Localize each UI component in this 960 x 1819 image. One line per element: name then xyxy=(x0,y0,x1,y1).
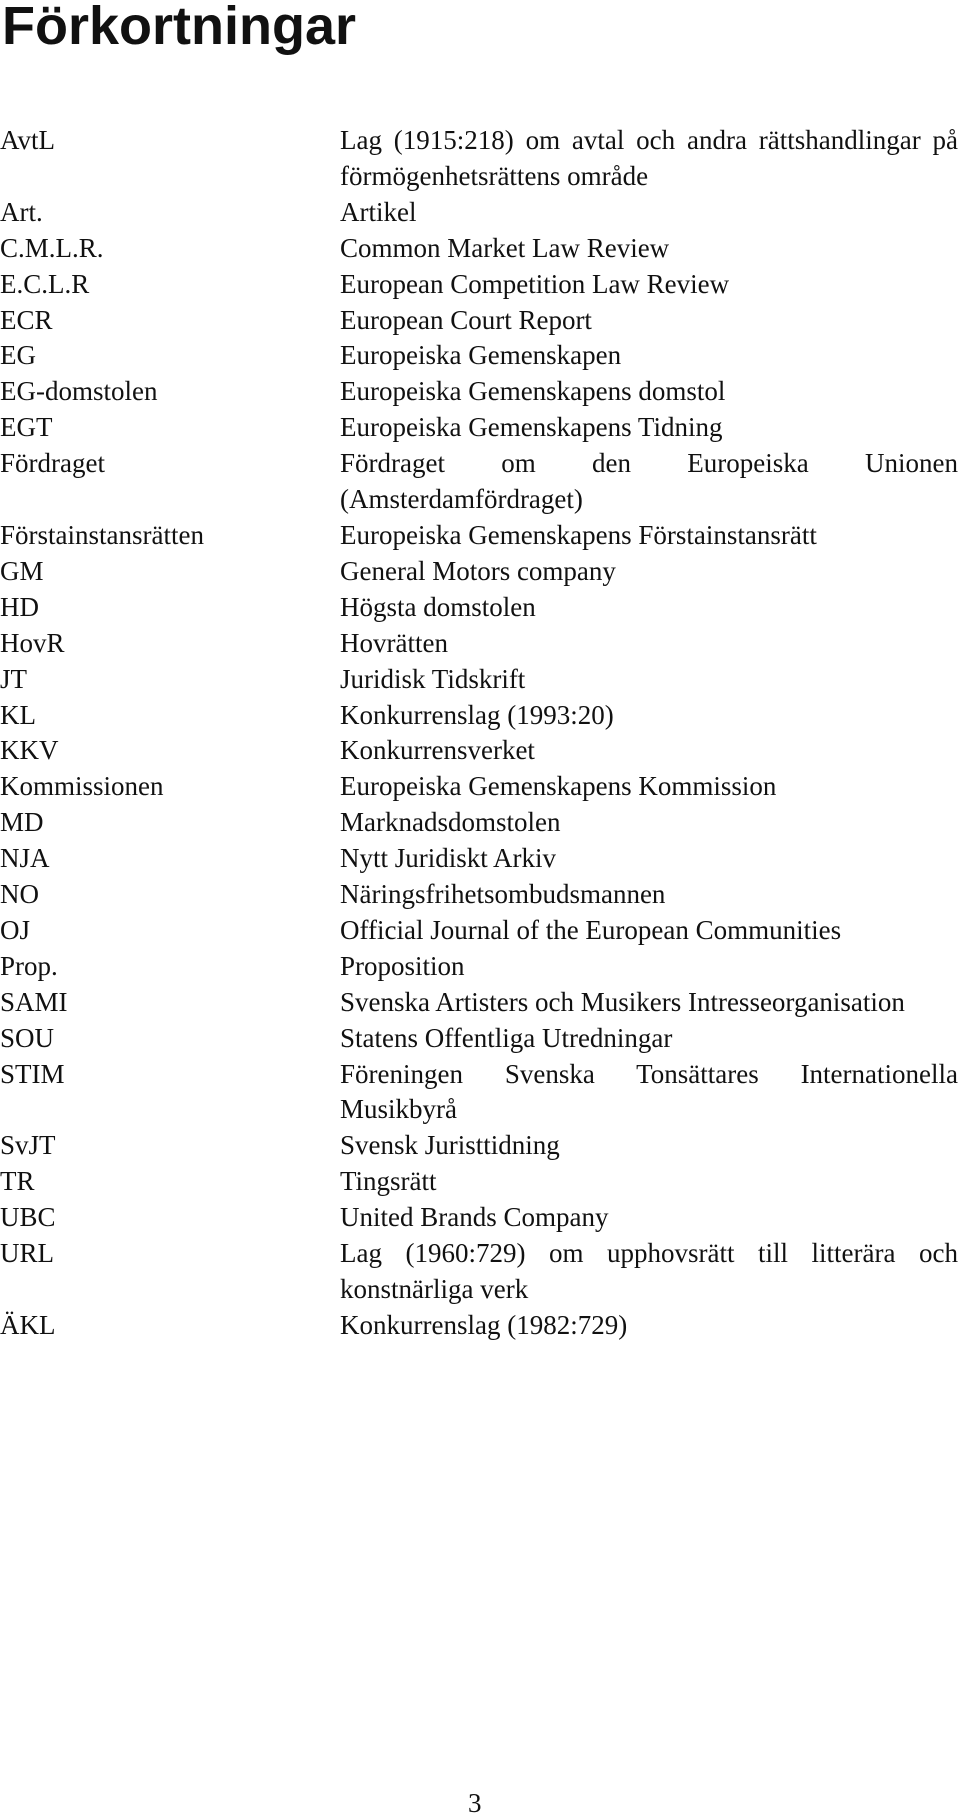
abbreviation-entry xyxy=(0,949,958,985)
abbreviation-entry xyxy=(0,446,958,518)
abbreviation-definition: Europeiska Gemenskapen xyxy=(340,340,622,371)
abbreviation-entry xyxy=(0,913,958,949)
abbreviation-definition: Konkurrenslag (1993:20) xyxy=(340,699,614,730)
abbreviation-entry xyxy=(0,123,958,195)
abbreviation-term: STIM xyxy=(0,1058,65,1089)
abbreviation-definition: Europeiska Gemenskapens Kommission xyxy=(340,771,777,802)
abbreviation-list xyxy=(0,123,958,1344)
abbreviation-entry xyxy=(0,1236,958,1308)
abbreviation-definition: Lag (1915:218) om avtal och andra rättshandlingar på förmögenhetsrättens område xyxy=(340,125,958,191)
abbreviation-entry xyxy=(0,626,958,662)
page-number: 3 xyxy=(468,1788,482,1818)
abbreviation-entry xyxy=(0,590,958,626)
abbreviation-definition: European Competition Law Review xyxy=(340,268,730,299)
abbreviation-entry xyxy=(0,805,958,841)
abbreviation-entry xyxy=(0,1128,958,1164)
abbreviation-entry xyxy=(0,518,958,554)
abbreviation-entry xyxy=(0,195,958,231)
abbreviation-term: EGT xyxy=(0,412,53,443)
abbreviation-definition: Marknadsdomstolen xyxy=(340,807,561,838)
abbreviation-term: ECR xyxy=(0,304,53,335)
abbreviation-definition: Artikel xyxy=(340,196,417,227)
abbreviation-definition: Svenska Artisters och Musikers Intresseorganisation xyxy=(340,986,905,1017)
abbreviation-entry xyxy=(0,338,958,374)
abbreviation-definition: Konkurrenslag (1982:729) xyxy=(340,1309,628,1340)
abbreviation-definition: Konkurrensverket xyxy=(340,735,535,766)
abbreviation-definition: Lag (1960:729) om upphovsrätt till litterära och konstnärliga verk xyxy=(340,1238,958,1304)
abbreviation-definition: General Motors company xyxy=(340,555,616,586)
abbreviation-term: URL xyxy=(0,1238,54,1269)
abbreviation-definition: United Brands Company xyxy=(340,1202,609,1233)
abbreviation-term: GM xyxy=(0,555,44,586)
abbreviation-definition: Nytt Juridiskt Arkiv xyxy=(340,843,557,874)
abbreviation-definition: Proposition xyxy=(340,950,465,981)
abbreviation-definition: Common Market Law Review xyxy=(340,232,670,263)
abbreviation-entry xyxy=(0,554,958,590)
abbreviation-entry xyxy=(0,231,958,267)
abbreviation-term: KL xyxy=(0,699,36,730)
abbreviation-definition: Näringsfrihetsombudsmannen xyxy=(340,879,666,910)
abbreviation-term: EG-domstolen xyxy=(0,376,158,407)
abbreviation-entry xyxy=(0,1164,958,1200)
abbreviation-definition: Föreningen Svenska Tonsättares Internationella Musikbyrå xyxy=(340,1058,958,1125)
abbreviation-definition: Högsta domstolen xyxy=(340,591,536,622)
abbreviation-entry xyxy=(0,1021,958,1057)
abbreviation-term: SAMI xyxy=(0,986,68,1017)
abbreviation-term: HD xyxy=(0,591,39,622)
abbreviation-term: OJ xyxy=(0,914,31,945)
abbreviation-term: C.M.L.R. xyxy=(0,232,104,263)
abbreviation-term: Kommissionen xyxy=(0,771,164,802)
abbreviation-entry xyxy=(0,985,958,1021)
abbreviation-entry xyxy=(0,841,958,877)
abbreviation-term: HovR xyxy=(0,627,65,658)
abbreviation-term: EG xyxy=(0,340,36,371)
abbreviation-term: MD xyxy=(0,807,44,838)
abbreviation-term: SvJT xyxy=(0,1130,56,1161)
abbreviation-entry xyxy=(0,303,958,339)
abbreviation-entry xyxy=(0,1057,958,1129)
abbreviation-term: JT xyxy=(0,663,27,694)
abbreviation-definition: Statens Offentliga Utredningar xyxy=(340,1022,673,1053)
abbreviation-definition: Fördraget om den Europeiska Unionen (Amsterdamfördraget) xyxy=(340,448,958,515)
abbreviation-entry xyxy=(0,698,958,734)
abbreviation-term: Förstainstansrätten xyxy=(0,519,204,550)
abbreviation-term: NJA xyxy=(0,843,50,874)
abbreviation-definition: Europeiska Gemenskapens domstol xyxy=(340,376,726,407)
page-title: Förkortningar xyxy=(2,0,357,56)
abbreviation-definition: Tingsrätt xyxy=(340,1166,437,1197)
abbreviation-definition: Europeiska Gemenskapens Tidning xyxy=(340,412,723,443)
abbreviation-entry xyxy=(0,662,958,698)
abbreviation-entry xyxy=(0,267,958,303)
abbreviation-entry xyxy=(0,1308,958,1344)
abbreviation-term: UBC xyxy=(0,1202,56,1233)
abbreviation-term: ÄKL xyxy=(0,1309,56,1340)
abbreviation-term: AvtL xyxy=(0,125,55,155)
abbreviation-definition: European Court Report xyxy=(340,304,592,335)
abbreviation-entry xyxy=(0,769,958,805)
abbreviation-term: E.C.L.R xyxy=(0,268,90,299)
abbreviation-definition: Official Journal of the European Communities xyxy=(340,914,842,945)
abbreviation-entry xyxy=(0,1200,958,1236)
abbreviation-term: SOU xyxy=(0,1022,55,1053)
abbreviation-entry xyxy=(0,733,958,769)
abbreviation-term: Fördraget xyxy=(0,448,105,479)
abbreviation-term: NO xyxy=(0,879,39,910)
abbreviation-entry xyxy=(0,877,958,913)
abbreviation-entry xyxy=(0,374,958,410)
abbreviation-definition: Hovrätten xyxy=(340,627,448,658)
abbreviation-term: Art. xyxy=(0,196,43,227)
abbreviation-definition: Europeiska Gemenskapens Förstainstansrätt xyxy=(340,519,817,550)
abbreviation-definition: Juridisk Tidskrift xyxy=(340,663,526,694)
abbreviation-definition: Svensk Juristtidning xyxy=(340,1130,560,1161)
abbreviation-term: KKV xyxy=(0,735,59,766)
abbreviation-term: TR xyxy=(0,1166,35,1197)
abbreviation-term: Prop. xyxy=(0,950,58,981)
abbreviation-entry xyxy=(0,410,958,446)
